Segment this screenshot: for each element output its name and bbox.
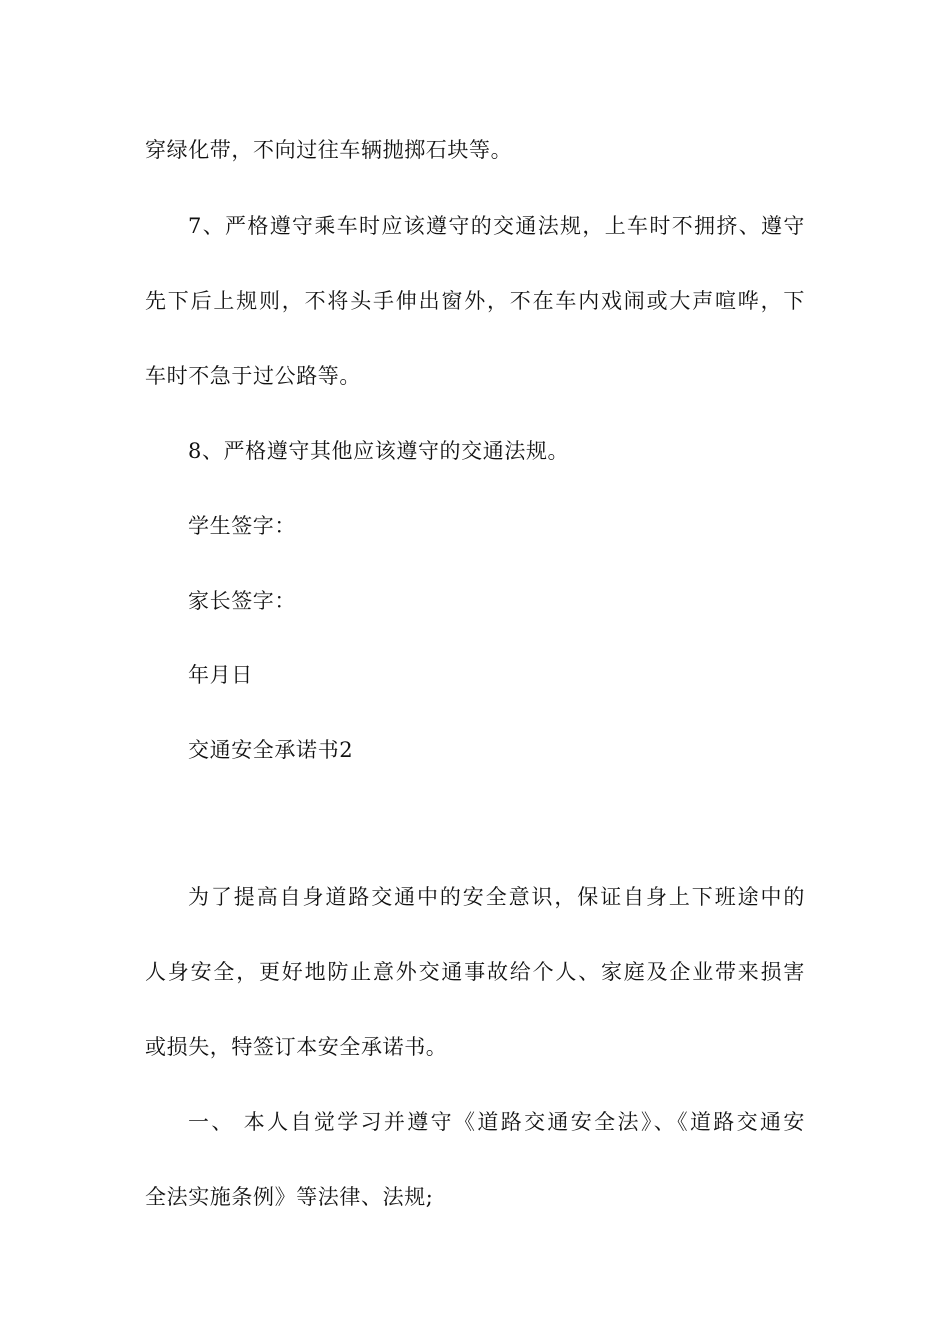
paragraph-line: 8、严格遵守其他应该遵守的交通法规。 [188,439,570,463]
paragraph-line: 一、 本人自觉学习并遵守《道路交通安全法》、《道路交通安 [188,1110,805,1134]
paragraph-line: 或损失，特签订本安全承诺书。 [145,1035,448,1059]
paragraph-line: 7、严格遵守乘车时应该遵守的交通法规，上车时不拥挤、遵守 [188,214,805,238]
paragraph-line: 为了提高自身道路交通中的安全意识，保证自身上下班途中的 [188,885,805,909]
paragraph-line: 人身安全，更好地防止意外交通事故给个人、家庭及企业带来损害 [145,960,805,984]
student-signature-label: 学生签字： [188,514,296,538]
paragraph-line: 穿绿化带，不向过往车辆抛掷石块等。 [145,138,513,162]
paragraph-line: 先下后上规则，不将头手伸出窗外，不在车内戏闹或大声喧哗，下 [145,289,805,313]
date-label: 年月日 [188,663,253,687]
paragraph-line: 车时不急于过公路等。 [145,364,361,388]
section-heading: 交通安全承诺书2 [188,738,354,762]
paragraph-line: 全法实施条例》等法律、法规; [145,1185,434,1209]
parent-signature-label: 家长签字： [188,589,296,613]
